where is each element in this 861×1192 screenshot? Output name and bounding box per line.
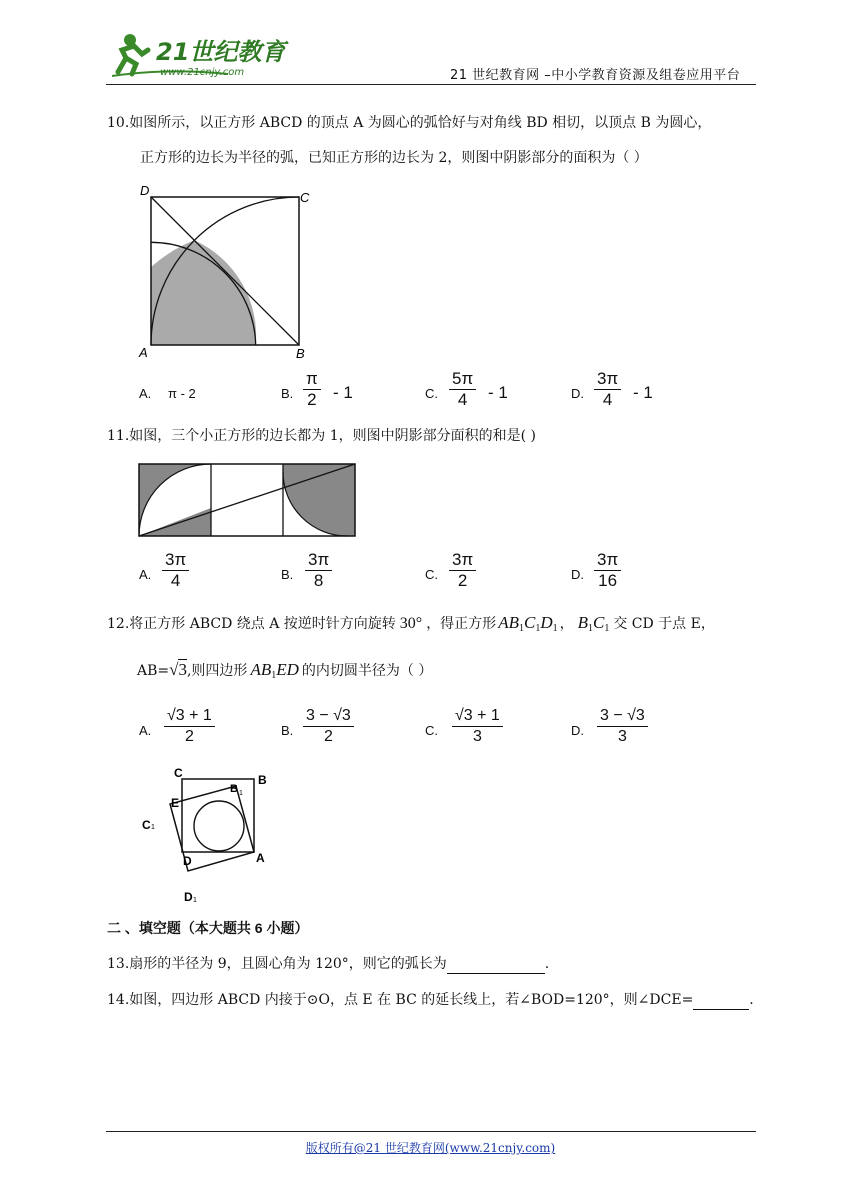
q12-line1 <box>107 613 715 639</box>
q14-answer-blank[interactable] <box>693 1009 749 1010</box>
q13-period: . <box>544 956 550 972</box>
footer-copyright-link[interactable]: 版权所有@21 世纪教育网(www.21cnjy.com) <box>305 1141 556 1155</box>
q12-label-d: D <box>183 854 192 868</box>
q10-option-d-den: 4 <box>602 390 613 409</box>
q12-option-b-den: 2 <box>323 728 333 745</box>
q10-option-a-label: A. <box>139 386 152 401</box>
q12-option-b-frac <box>303 707 354 746</box>
q12-segment-b1c1: $B_1C_1$ <box>577 613 610 634</box>
header-divider <box>106 84 756 85</box>
q12-option-c-label: C. <box>425 723 438 738</box>
q12-square-name: $AB_1C_1D_1$ <box>498 613 558 634</box>
q12-line2 <box>137 660 432 686</box>
q12-option-a-label: A. <box>139 723 152 738</box>
q10-option-c-frac <box>449 370 476 409</box>
q11-option-a-num: 3π <box>162 551 189 571</box>
q11-option-c-frac <box>449 551 476 590</box>
q11-option-a-frac <box>162 551 189 590</box>
runner-logo-icon <box>108 28 298 80</box>
q12-option-b-num: 3 − √3 <box>303 707 354 727</box>
logo-url-text: www.21cnjy.com <box>160 67 245 78</box>
header-right-text: 21 世纪教育网 –中小学教育资源及组卷应用平台 <box>450 68 741 83</box>
q12-quad-name: $AB_1ED$ <box>250 660 299 681</box>
q12-line1-b: ，得正方形 <box>426 616 497 632</box>
q11-option-d-frac <box>594 551 621 590</box>
q13-answer-blank[interactable] <box>447 973 545 974</box>
q11-line1: 11.如图，三个小正方形的边长都为 1，则图中阴影部分面积的和是( ) <box>107 428 536 444</box>
q13-line <box>107 954 549 974</box>
q11-option-d-num: 3π <box>594 551 621 571</box>
q12-line1-c: ， <box>559 616 574 632</box>
q12-incircle <box>194 801 244 851</box>
q11-option-c-den: 2 <box>457 571 468 590</box>
q11-option-b-num: 3π <box>305 551 332 571</box>
q12-option-c-den: 3 <box>472 728 482 745</box>
q10-option-c-label: C. <box>425 386 438 401</box>
q12-line1-d: 交 CD 于点 E， <box>613 616 715 632</box>
q12-line2-c: 的内切圆半径为（ ） <box>301 663 433 679</box>
q10-option-b-den: 2 <box>307 390 317 409</box>
q11-option-b-den: 8 <box>313 571 324 590</box>
q12-figure <box>136 762 286 904</box>
q12-label-d1: D <box>184 890 193 904</box>
q11-option-d-label: D. <box>571 567 584 582</box>
q10-label-b: B <box>296 346 305 361</box>
q11-shaded-right-fill <box>283 464 355 536</box>
q12-label-b1-sub: 1 <box>239 790 243 797</box>
q11-option-c-label: C. <box>425 567 438 582</box>
q12-label-e: E <box>171 796 180 810</box>
q11-option-b-frac <box>305 551 332 590</box>
q10-option-d-num: 3π <box>594 370 621 390</box>
q12-angle: 30° <box>399 615 423 632</box>
q12-line2-a: AB= <box>137 663 170 679</box>
q10-option-b-label: B. <box>281 386 294 401</box>
q12-square-abcd <box>182 779 254 852</box>
q10-line2: 正方形的边长为半径的弧，已知正方形的边长为 2，则图中阴影部分的面积为（ ） <box>140 150 648 166</box>
q13-text: 13.扇形的半径为 9，且圆心角为 120°，则它的弧长为 <box>107 956 447 972</box>
q14-period: . <box>749 992 754 1008</box>
q10-option-b-frac <box>303 370 321 409</box>
logo-main-text: 21世纪教育 <box>156 38 286 66</box>
q12-label-c: C <box>174 766 183 780</box>
q12-option-a-frac <box>164 707 215 746</box>
q10-option-d-label: D. <box>571 386 584 401</box>
q12-option-d-num: 3 − √3 <box>597 707 648 727</box>
q10-label-c: C <box>300 190 310 205</box>
q14-text: 14.如图，四边形 ABCD 内接于⊙O，点 E 在 BC 的延长线上，若∠BOD=120°，则∠DCE= <box>107 992 694 1008</box>
q11-option-a-den: 4 <box>170 571 181 590</box>
q12-option-d-label: D. <box>571 723 584 738</box>
q12-label-a: A <box>256 851 265 865</box>
q11-option-c-num: 3π <box>449 551 476 571</box>
q12-line2-b: ,则四边形 <box>186 663 248 679</box>
q12-sqrt3: √3 <box>169 660 187 679</box>
q11-option-a-label: A. <box>139 567 152 582</box>
q12-label-b1: B <box>230 783 238 795</box>
q10-label-d: D <box>140 183 150 198</box>
q11-option-d-den: 16 <box>598 571 618 590</box>
section-2-title: 二 、填空题（本大题共 6 小题） <box>107 920 309 936</box>
q11-figure <box>136 460 358 542</box>
q11-option-b-label: B. <box>281 567 294 582</box>
q10-option-d-frac <box>594 370 621 409</box>
site-logo <box>108 28 298 80</box>
q12-option-c-num: √3 + 1 <box>452 707 503 727</box>
q10-label-a: A <box>139 345 148 360</box>
q12-option-a-den: 2 <box>184 728 194 745</box>
q10-option-d-tail: - 1 <box>633 383 653 402</box>
q12-option-b-label: B. <box>281 723 294 738</box>
q12-line1-a: 12.将正方形 ABCD 绕点 A 按逆时针方向旋转 <box>107 616 396 632</box>
q12-label-c1: C <box>142 818 151 832</box>
q10-option-c-num: 5π <box>449 370 476 390</box>
q12-label-d1-sub: 1 <box>193 897 197 904</box>
q10-option-a-text: π - 2 <box>168 386 196 401</box>
q14-line <box>107 990 754 1010</box>
q12-label-c1-sub: 1 <box>151 824 155 831</box>
footer-divider <box>106 1131 756 1132</box>
q12-option-d-frac <box>597 707 648 746</box>
q10-line1: 10.如图所示，以正方形 ABCD 的顶点 A 为圆心的弧恰好与对角线 BD 相切，以顶点 B 为圆心， <box>107 115 712 131</box>
q10-option-c-den: 4 <box>457 390 468 409</box>
q10-option-b-tail: - 1 <box>333 383 353 402</box>
q12-option-a-num: √3 + 1 <box>164 707 215 727</box>
q10-figure <box>136 182 316 362</box>
q10-option-b-num: π <box>303 370 321 390</box>
q10-option-c-tail: - 1 <box>488 383 508 402</box>
q12-option-c-frac <box>452 707 503 746</box>
q12-option-d-den: 3 <box>617 728 627 745</box>
q12-label-b: B <box>258 773 267 787</box>
